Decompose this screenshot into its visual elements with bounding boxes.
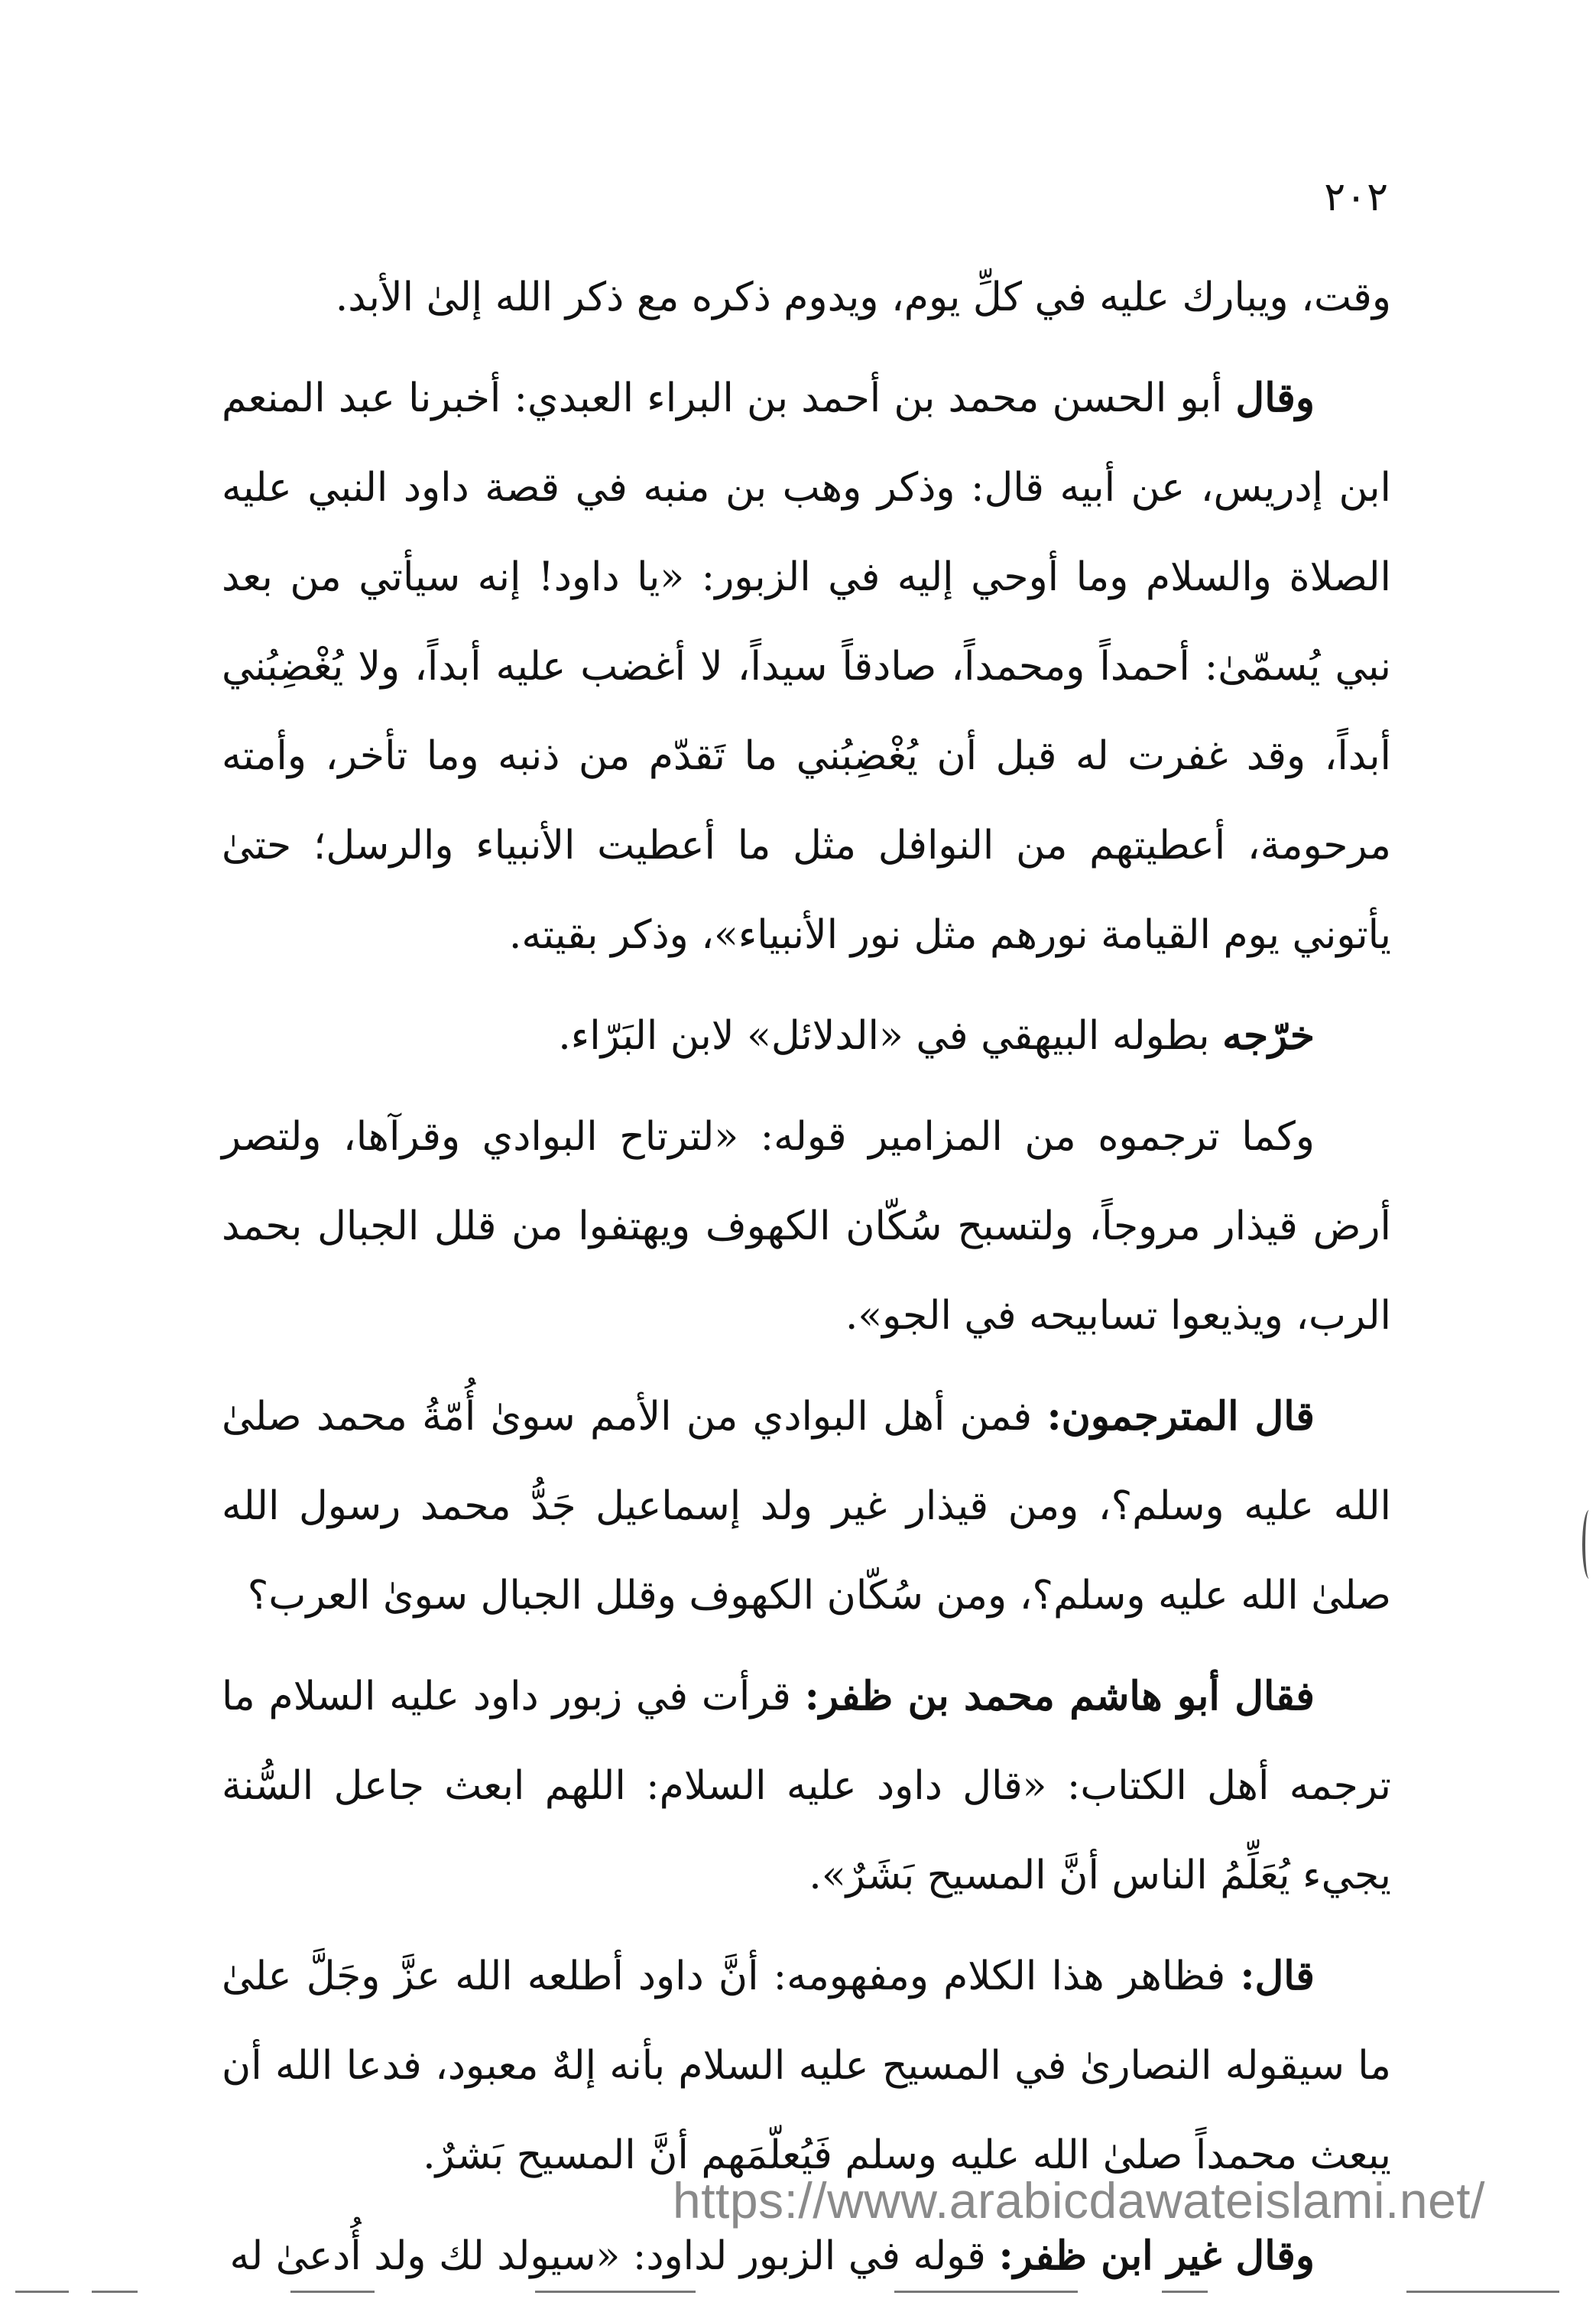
paragraph	[222, 1931, 1391, 2200]
paragraph-text: وقت، ويبارك عليه في كلِّ يوم، ويدوم ذكره مع ذكر الله إلىٰ الأبد.	[335, 274, 1391, 320]
bottom-rule-5	[894, 2291, 1078, 2293]
paragraph-text: قرأت في زبور داود عليه السلام ما ترجمه أهل الكتاب: «قال داود عليه السلام: اللهم ابعث جاعل السُّنة يجيء يُعَلِّمُ الناس أنَّ المسيح بَشَرٌ».	[222, 1674, 1391, 1898]
paragraph	[222, 1092, 1391, 1361]
bottom-rule-1	[15, 2291, 69, 2293]
bottom-rule-7	[1406, 2291, 1559, 2293]
paragraph	[222, 991, 1391, 1081]
paragraph	[222, 1651, 1391, 1921]
paragraph-lead: فقال أبو هاشم محمد بن ظفر:	[804, 1673, 1315, 1719]
paragraph-lead: خرّجه	[1222, 1012, 1315, 1059]
paragraph-text: قوله في الزبور لداود: «سيولد لك ولد أُدعىٰ له	[229, 2233, 999, 2279]
paragraph-text: فظاهر هذا الكلام ومفهومه: أنَّ داود أطلعه الله عزَّ وجَلَّ علىٰ ما سيقوله النصارىٰ في المسيح عليه السلام بأنه إلهٌ معبود، فدعا الله أن يبعث محمداً صلىٰ الله عليه وسلم فَيُعلّمَهم أنَّ المسيح بَشرٌ.	[222, 1953, 1391, 2178]
paragraph-text: بطوله البيهقي في «الدلائل» لابن البَرّاء.	[558, 1013, 1223, 1059]
paragraph-lead: قال المترجمون:	[1046, 1393, 1315, 1440]
paragraph	[222, 252, 1391, 343]
page-edge-mark	[1582, 1510, 1596, 1579]
body-text	[222, 252, 1391, 2312]
paragraph-text: أبو الحسن محمد بن أحمد بن البراء العبدي: أخبرنا عبد المنعم ابن إدريس، عن أبيه قال: وذكر وهب بن منبه في قصة داود النبي عليه الصلاة والسلام وما أوحي إليه في الزبور: «يا داود! إنه سيأتي من بعد نبي يُسمّىٰ: أحمداً ومحمداً، صادقاً سيداً، لا أغضب عليه أبداً، ولا يُغْضِبُني أبداً، وقد غفرت له قبل أن يُغْضِبُني ما تَقدّم من ذنبه وما تأخر، وأمته مرحومة، أعطيتهم من النوافل مثل ما أعطيت الأنبياء والرسل؛ حتىٰ يأتوني يوم القيامة نورهم مثل نور الأنبياء»، وذكر بقيته.	[222, 375, 1391, 958]
paragraph	[222, 1372, 1391, 1641]
paragraph-lead: وقال غير ابن ظفر:	[998, 2232, 1315, 2279]
bottom-rule-3	[290, 2291, 375, 2293]
paragraph-lead: وقال	[1235, 375, 1315, 421]
bottom-rule-2	[92, 2291, 138, 2293]
page-number: ٢٠٢	[1324, 174, 1388, 220]
paragraph	[222, 353, 1391, 980]
bottom-rule-4	[535, 2291, 696, 2293]
paragraph-text: فمن أهل البوادي من الأمم سوىٰ أُمّةُ محمد صلىٰ الله عليه وسلم؟، ومن قيذار غير ولد إسماعيل جَدُّ محمد رسول الله صلىٰ الله عليه وسلم؟، ومن سُكّان الكهوف وقلل الجبال سوىٰ العرب؟	[222, 1394, 1391, 1619]
paragraph-text: وكما ترجموه من المزامير قوله: «لترتاح البوادي وقرآها، ولتصر أرض قيذار مروجاً، ولتسبح سُكّان الكهوف ويهتفوا من قلل الجبال بحمد الرب، ويذيعوا تسابيحه في الجو».	[222, 1114, 1391, 1339]
paragraph-lead: قال:	[1240, 1953, 1315, 1999]
bottom-rule-6	[1162, 2291, 1208, 2293]
watermark-url: https://www.arabicdawateislami.net/	[673, 2172, 1485, 2229]
